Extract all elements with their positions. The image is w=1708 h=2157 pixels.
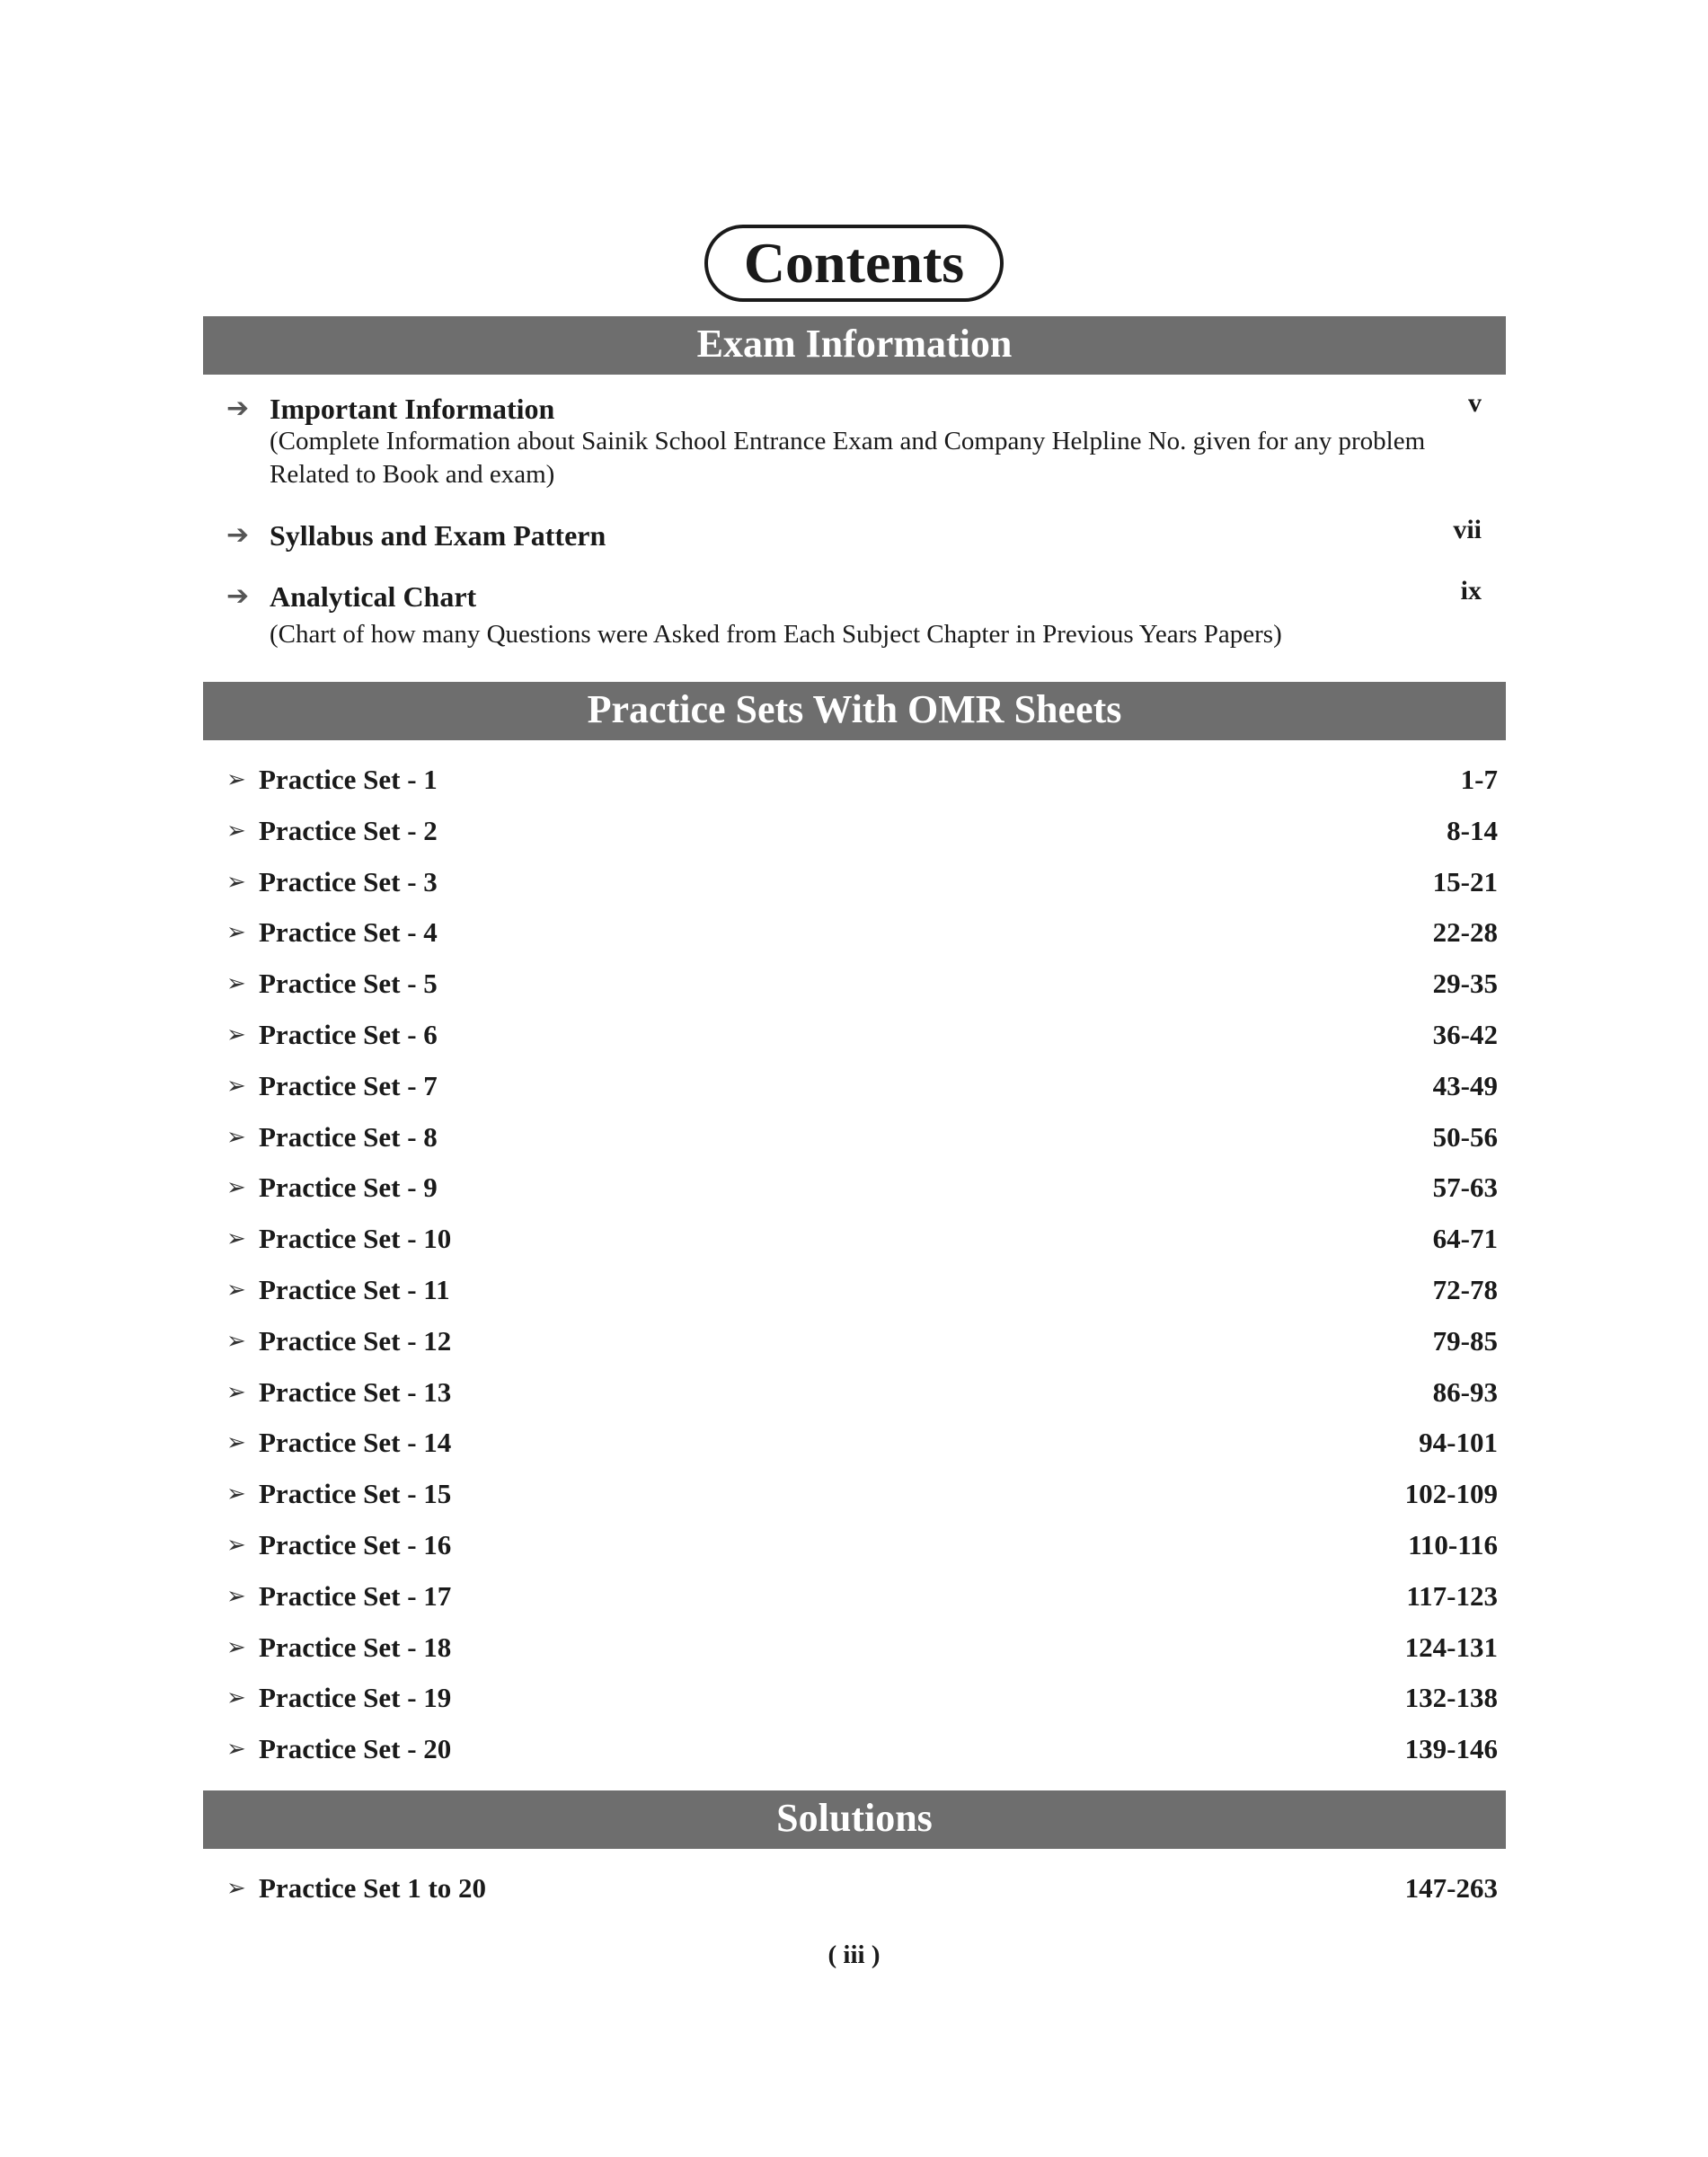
info-item-page: ix [1460,576,1482,606]
right-arrow-icon: ➔ [226,580,250,612]
toc-row-label: Practice Set - 3 [259,865,438,897]
arrowhead-bullet-icon: ➢ [226,1481,246,1508]
toc-row-pages: 15-21 [1432,865,1498,897]
toc-row-pages: 86-93 [1432,1375,1498,1408]
toc-row-pages: 110-116 [1408,1528,1498,1560]
toc-row-practice-set-10[interactable] [226,1223,1498,1274]
toc-row-pages: 8-14 [1447,814,1498,846]
arrowhead-bullet-icon: ➢ [226,868,246,896]
section-header-solutions: Solutions [203,1790,1506,1849]
toc-row-practice-set-16[interactable] [226,1529,1498,1580]
toc-row-pages: 29-35 [1432,968,1498,1000]
toc-row-label: Practice Set - 5 [259,968,438,1000]
arrowhead-bullet-icon: ➢ [226,1378,246,1406]
arrowhead-bullet-icon: ➢ [226,1174,246,1202]
toc-row-practice-set-7[interactable] [226,1070,1498,1121]
toc-row-pages: 64-71 [1432,1223,1498,1255]
toc-row-practice-set-5[interactable] [226,968,1498,1019]
section-header-exam-information: Exam Information [203,316,1506,375]
toc-row-pages: 132-138 [1404,1682,1498,1714]
toc-row-practice-set-3[interactable] [226,866,1498,917]
toc-row-pages: 94-101 [1419,1427,1498,1459]
page-title-container [0,225,1708,302]
arrowhead-bullet-icon: ➢ [226,1736,246,1764]
toc-row-label: Practice Set - 10 [259,1223,452,1255]
arrowhead-bullet-icon: ➢ [226,1875,246,1902]
solutions-list [226,1872,1498,1923]
toc-row-label: Practice Set - 2 [259,814,438,846]
toc-row-practice-set-1[interactable] [226,764,1498,815]
toc-row-practice-set-17[interactable] [226,1580,1498,1631]
toc-row-practice-set-12[interactable] [226,1325,1498,1376]
arrowhead-bullet-icon: ➢ [226,1123,246,1151]
right-arrow-icon: ➔ [226,393,250,424]
toc-row-practice-set-15[interactable] [226,1478,1498,1529]
section-header-practice-sets: Practice Sets With OMR Sheets [203,682,1506,740]
toc-row-pages: 79-85 [1432,1324,1498,1357]
toc-row-label: Practice Set - 18 [259,1631,452,1663]
toc-row-solutions-1-to-20[interactable] [226,1872,1498,1923]
arrowhead-bullet-icon: ➢ [226,970,246,998]
arrowhead-bullet-icon: ➢ [226,1327,246,1355]
arrowhead-bullet-icon: ➢ [226,1021,246,1048]
toc-row-pages: 1-7 [1460,764,1498,795]
toc-row-practice-set-18[interactable] [226,1631,1498,1683]
info-item-heading: Syllabus and Exam Pattern [270,519,606,552]
arrowhead-bullet-icon: ➢ [226,1531,246,1559]
toc-row-label: Practice Set - 16 [259,1528,452,1560]
toc-row-practice-set-20[interactable] [226,1733,1498,1784]
toc-row-pages: 50-56 [1432,1120,1498,1153]
toc-row-practice-set-9[interactable] [226,1171,1498,1223]
toc-row-label: Practice Set - 9 [259,1171,438,1204]
right-arrow-icon: ➔ [226,519,250,551]
practice-set-list [226,764,1498,1784]
toc-row-practice-set-14[interactable] [226,1427,1498,1478]
toc-row-label: Practice Set - 20 [259,1733,452,1765]
toc-row-pages: 22-28 [1432,916,1498,949]
info-item-description: (Chart of how many Questions were Asked from Each Subject Chapter in Previous Years Papers) [270,620,1282,649]
toc-row-label: Practice Set - 19 [259,1682,452,1714]
toc-row-label: Practice Set - 4 [259,916,438,949]
info-item-heading: Important Information [270,393,555,425]
toc-row-label: Practice Set 1 to 20 [259,1872,487,1904]
toc-row-practice-set-11[interactable] [226,1274,1498,1325]
toc-row-pages: 57-63 [1432,1171,1498,1204]
toc-row-label: Practice Set - 1 [259,764,438,795]
toc-row-label: Practice Set - 17 [259,1579,452,1612]
toc-row-practice-set-19[interactable] [226,1682,1498,1733]
arrowhead-bullet-icon: ➢ [226,1429,246,1457]
toc-row-label: Practice Set - 7 [259,1069,438,1101]
toc-row-practice-set-13[interactable] [226,1376,1498,1428]
arrowhead-bullet-icon: ➢ [226,766,246,793]
arrowhead-bullet-icon: ➢ [226,1225,246,1253]
toc-row-label: Practice Set - 8 [259,1120,438,1153]
toc-row-pages: 43-49 [1432,1069,1498,1101]
arrowhead-bullet-icon: ➢ [226,1633,246,1661]
arrowhead-bullet-icon: ➢ [226,919,246,947]
info-item-page: vii [1453,515,1482,544]
arrowhead-bullet-icon: ➢ [226,1684,246,1712]
arrowhead-bullet-icon: ➢ [226,1276,246,1304]
toc-row-practice-set-2[interactable] [226,815,1498,866]
toc-row-pages: 72-78 [1432,1273,1498,1305]
info-item-description: (Complete Information about Sainik School Entrance Exam and Company Helpline No. given for any problem Related to Book and exam) [270,427,1426,489]
toc-row-pages: 36-42 [1432,1018,1498,1050]
page-title: Contents [704,225,1004,302]
toc-row-label: Practice Set - 13 [259,1375,452,1408]
info-item-page: v [1468,388,1482,418]
toc-row-label: Practice Set - 11 [259,1273,450,1305]
toc-row-practice-set-6[interactable] [226,1019,1498,1070]
toc-row-pages: 147-263 [1404,1872,1498,1904]
toc-row-label: Practice Set - 14 [259,1427,452,1459]
toc-row-pages: 117-123 [1406,1579,1498,1612]
toc-row-label: Practice Set - 6 [259,1018,438,1050]
toc-row-pages: 139-146 [1404,1733,1498,1765]
toc-row-pages: 124-131 [1404,1631,1498,1663]
page-folio: ( iii ) [827,1940,881,1969]
arrowhead-bullet-icon: ➢ [226,1582,246,1610]
toc-row-pages: 102-109 [1404,1478,1498,1510]
toc-row-label: Practice Set - 15 [259,1478,452,1510]
info-item-heading: Analytical Chart [270,580,477,613]
toc-row-practice-set-4[interactable] [226,916,1498,968]
toc-row-practice-set-8[interactable] [226,1121,1498,1172]
arrowhead-bullet-icon: ➢ [226,817,246,844]
toc-row-label: Practice Set - 12 [259,1324,452,1357]
arrowhead-bullet-icon: ➢ [226,1072,246,1100]
